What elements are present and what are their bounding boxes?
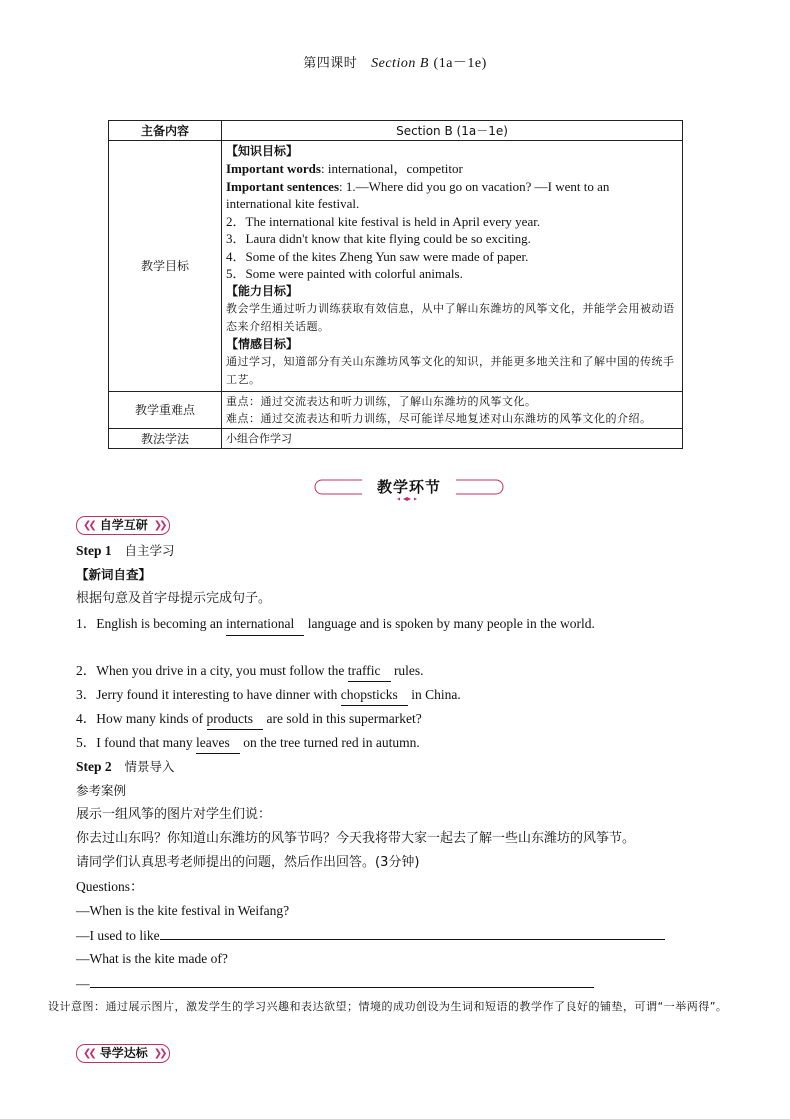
knowledge-heading: 【知识目标】 [226, 144, 299, 158]
exercise-item-1 [76, 613, 744, 636]
lesson-section: Section B [371, 56, 429, 71]
emotion-text: 通过学习，知道部分有关山东潍坊风筝文化的知识，并能更多地关注和了解中国的传统手工艺。 [226, 354, 675, 386]
row-value-content: Section B (1a－1e) [222, 121, 683, 141]
item2-post: rules. [390, 663, 424, 678]
teaching-section-banner [314, 475, 504, 503]
lesson-title [0, 52, 790, 72]
ability-heading: 【能力目标】 [226, 283, 299, 298]
sentence-5: 5．Some were painted with colorful animals. [226, 266, 463, 281]
item1-answer[interactable]: international [226, 613, 304, 636]
chevron-right-icon: ❯❯ [153, 1048, 165, 1059]
sentence-4: 4．Some of the kites Zheng Yun saw were made of paper. [226, 248, 529, 264]
item5-post: on the tree turned red in autumn. [239, 735, 420, 750]
table-row [109, 141, 683, 392]
difficult-point: 难点：通过交流表达和听力训练，尽可能详尽地复述对山东潍坊的风筝文化的介绍。 [226, 411, 652, 425]
questions-label: Questions： [76, 879, 144, 894]
row-label-key: 教学重难点 [109, 391, 222, 428]
item3-answer[interactable]: chopsticks [341, 685, 408, 706]
answer-line-4[interactable] [90, 973, 594, 988]
lesson-period: 第四课时 [303, 56, 358, 71]
item4-pre: 4．How many kinds of [76, 711, 207, 726]
exercise-item-3 [76, 685, 744, 706]
item1-post: language and is spoken by many people in the world. [304, 616, 595, 631]
emotion-heading: 【情感目标】 [226, 336, 299, 351]
words-label: Important words [226, 161, 321, 176]
method-value: 小组合作学习 [222, 428, 683, 448]
chevron-right-icon: ❯❯ [153, 520, 165, 531]
step1-heading [76, 541, 744, 561]
section-label-guided-learning [76, 1044, 170, 1063]
lesson-plan-table [108, 120, 683, 449]
section2-text: 导学达标 [99, 1046, 148, 1060]
step1-title: Step 1 [76, 543, 112, 558]
question-3: —What is the kite made of? [76, 951, 228, 966]
design-intent: 设计意图：通过展示图片，激发学生的学习兴趣和表达欲望；情境的成功创设为生词和短语的教学作了良好的铺垫，可谓“一举两得”。 [48, 1000, 728, 1013]
sentences-label: Important sentences [226, 178, 340, 194]
exercise-item-5 [76, 733, 744, 754]
ability-text: 教会学生通过听力训练获取有效信息，从中了解山东潍坊的风筝文化，并能学会用被动语态来介绍相关话题。 [226, 301, 675, 333]
item5-pre: 5．I found that many [76, 735, 196, 750]
row-label-method: 教法学法 [109, 428, 222, 448]
important-words [226, 160, 678, 178]
item3-post: in China. [407, 687, 461, 702]
banner-title: 教学环节 [376, 478, 441, 496]
item2-answer[interactable]: traffic [348, 661, 391, 682]
table-row [109, 428, 683, 448]
step1-instruction: 根据句意及首字母提示完成句子。 [76, 591, 272, 606]
answer-line-2[interactable] [160, 925, 665, 940]
sentence-2: 2．The international kite festival is held in April every year. [226, 213, 541, 229]
step2-ref: 参考案例 [76, 783, 127, 798]
key-point: 重点：通过交流表达和听力训练，了解山东潍坊的风筝文化。 [226, 394, 537, 408]
row-label-goals: 教学目标 [109, 141, 222, 392]
row-label-content: 主备内容 [109, 121, 222, 141]
item2-pre: 2．When you drive in a city, you must follow the [76, 663, 348, 678]
table-row [109, 121, 683, 141]
question-4-text: — [76, 976, 90, 991]
question-2 [76, 925, 744, 946]
chevron-left-icon: ❮❮ [83, 520, 94, 531]
sentence-3: 3．Laura didn't know that kite flying could be so exciting. [226, 231, 531, 246]
exercise-item-2 [76, 661, 744, 682]
item3-pre: 3．Jerry found it interesting to have dinner with [76, 687, 341, 702]
item5-answer[interactable]: leaves [196, 733, 240, 754]
important-sentences [226, 178, 678, 213]
item1-pre: 1．English is becoming an [76, 616, 226, 631]
step2-line3: 请同学们认真思考老师提出的问题，然后作出回答。(3分钟) [76, 855, 420, 870]
section1-text: 自学互研 [99, 518, 148, 532]
step2-line1: 展示一组风筝的图片对学生们说： [76, 807, 272, 822]
sentences-value: : 1.—Where did you go on vacation? —I went to an international kite festival. [226, 178, 610, 211]
question-4 [76, 973, 744, 994]
words-value: : international，competitor [320, 161, 463, 176]
question-1: —When is the kite festival in Weifang? [76, 903, 290, 918]
step1-subtitle: 自主学习 [124, 543, 175, 558]
item4-answer[interactable]: products [207, 709, 264, 730]
step2-heading [76, 757, 744, 777]
chevron-left-icon: ❮❮ [83, 1048, 94, 1059]
step2-line2: 你去过山东吗？你知道山东潍坊的风筝节吗？今天我将带大家一起去了解一些山东潍坊的风筝节。 [76, 831, 636, 846]
exercise-item-4 [76, 709, 744, 730]
step1-bracket: 【新词自查】 [76, 567, 152, 582]
step2-subtitle: 情景导入 [124, 759, 175, 774]
section-label-self-study [76, 516, 170, 535]
question-2-text: —I used to like [76, 928, 160, 943]
key-cell [222, 391, 683, 428]
table-row [109, 391, 683, 428]
item4-post: are sold in this supermarket? [263, 711, 422, 726]
goals-cell [222, 141, 683, 392]
step2-title: Step 2 [76, 759, 112, 774]
lesson-range: (1a－1e) [433, 56, 487, 71]
